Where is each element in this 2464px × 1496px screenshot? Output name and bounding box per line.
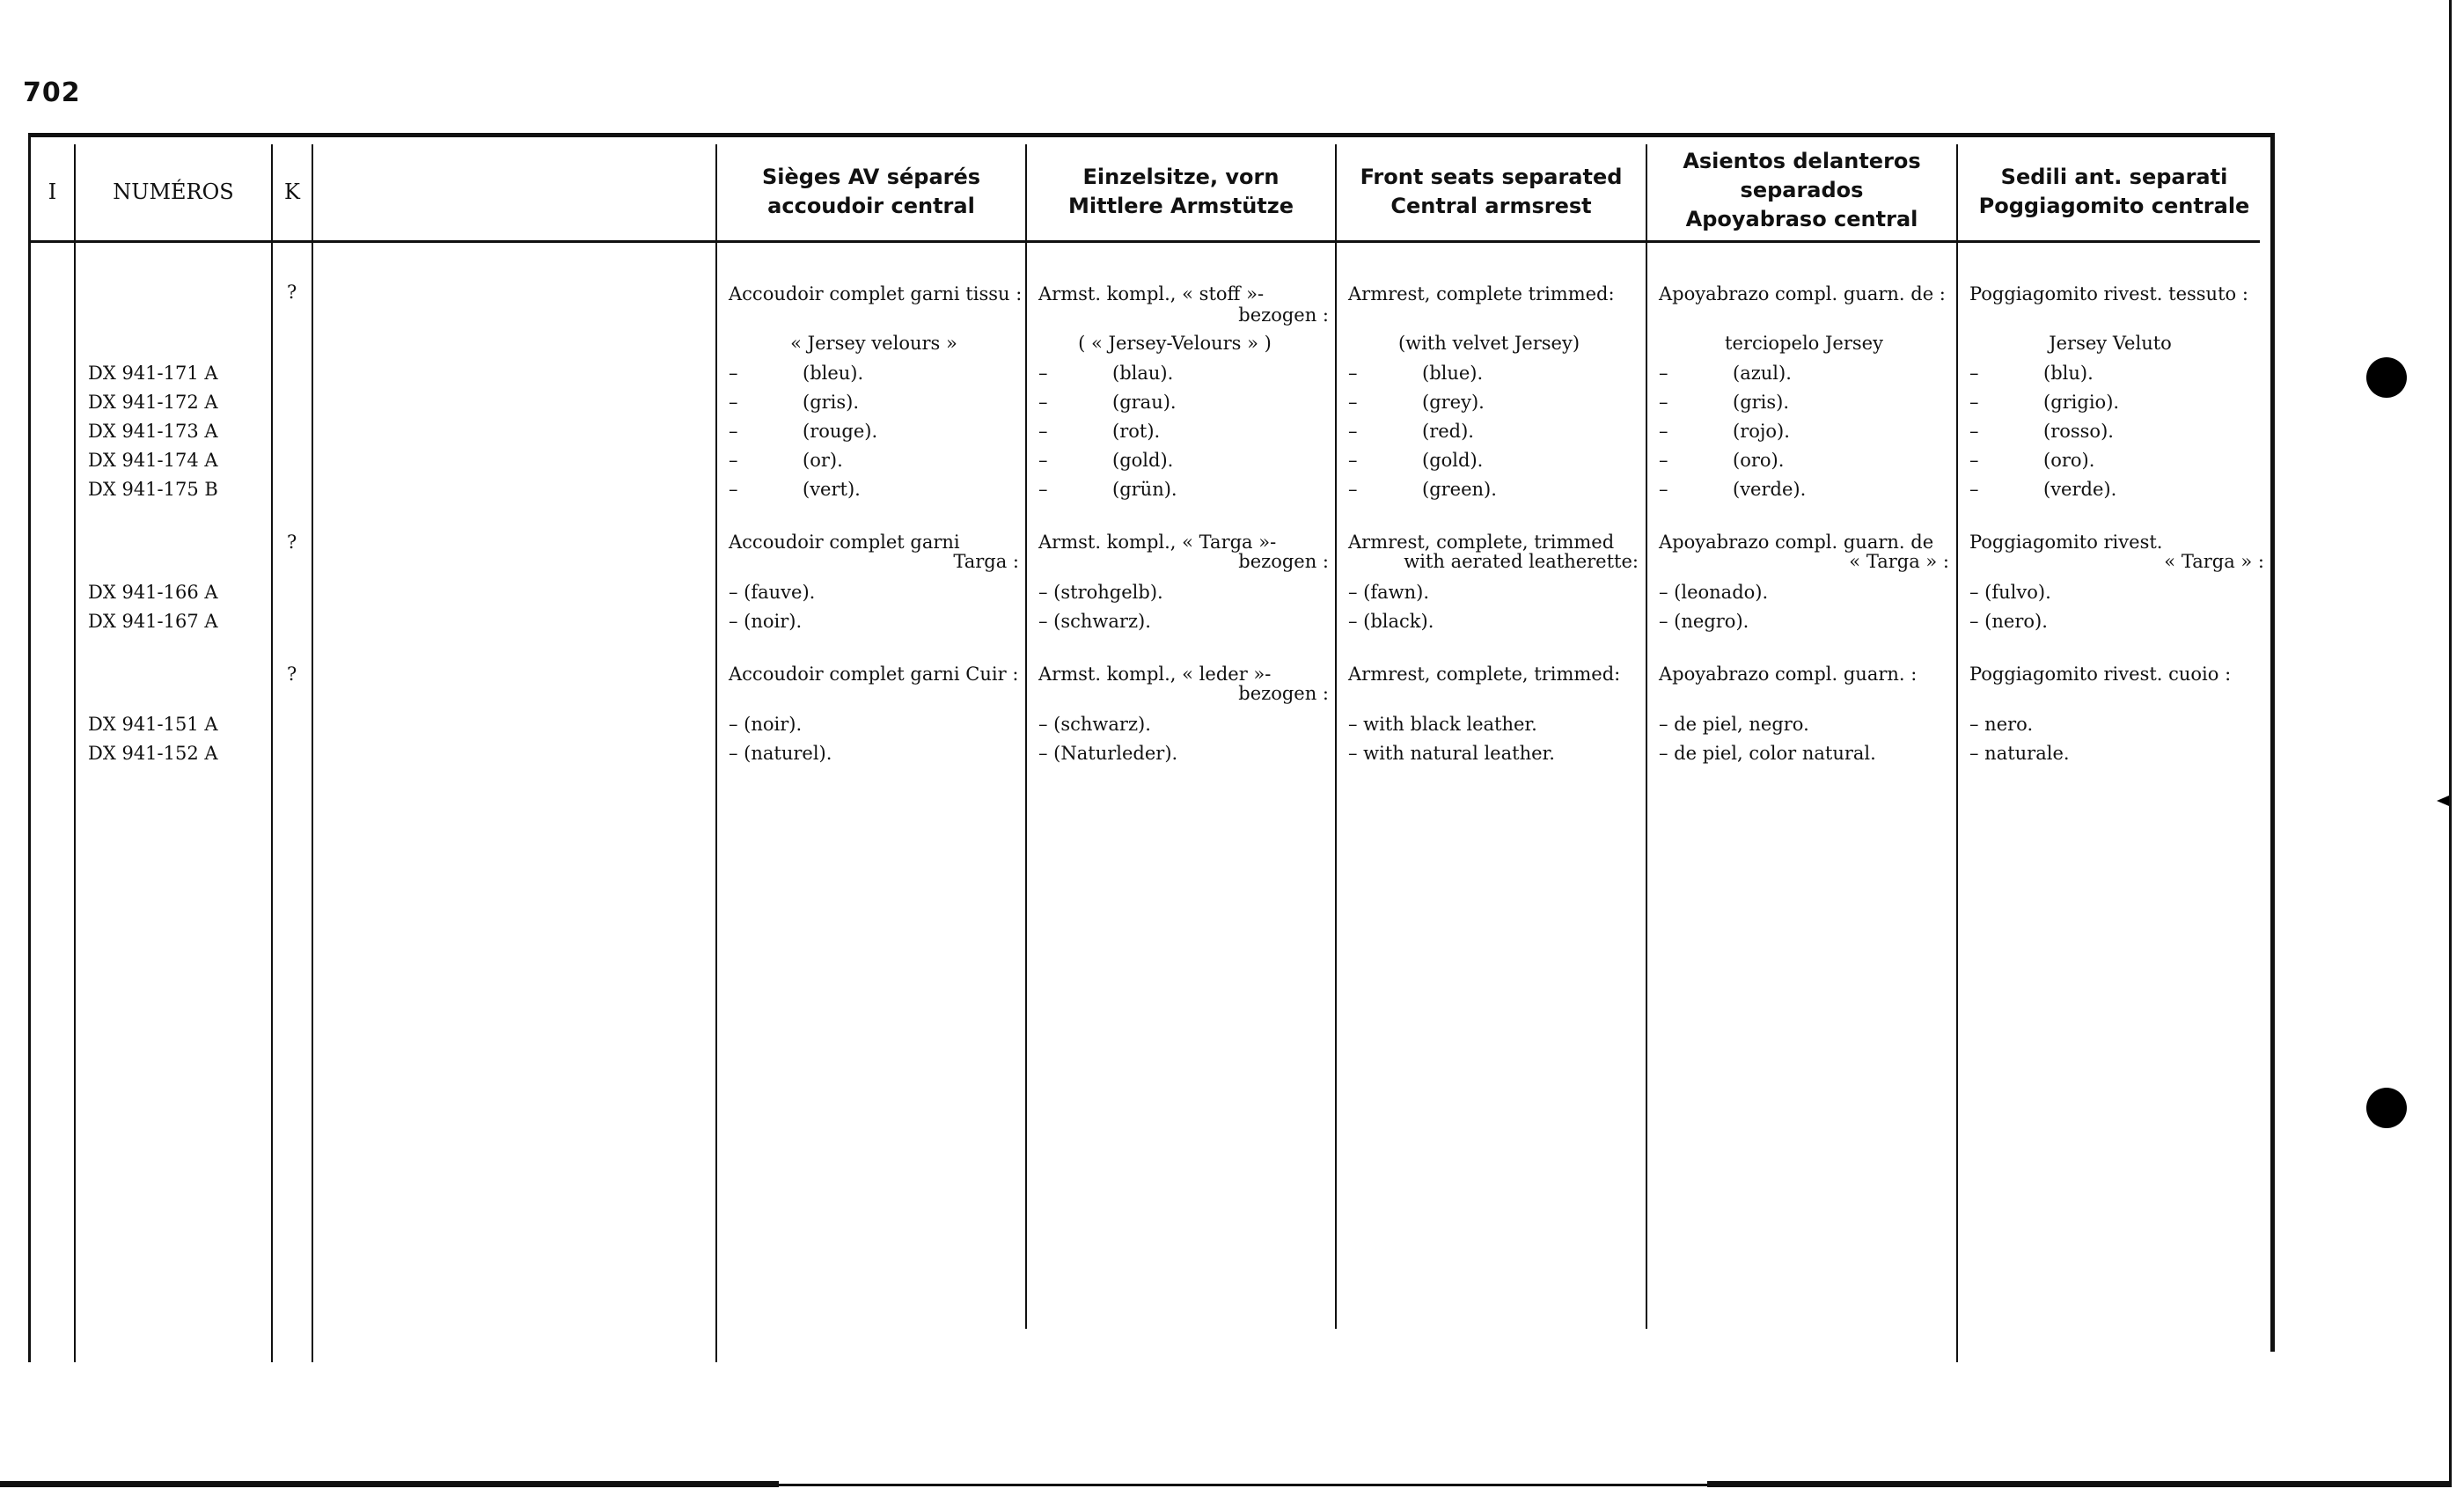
fabric-dash: – — [1348, 392, 1358, 413]
part-number: DX 941-172 A — [88, 392, 218, 413]
targa-title-cont: « Targa » : — [1849, 551, 1949, 572]
targa-item: – (nero). — [1969, 611, 2048, 632]
fabric-color: (grigio). — [2043, 392, 2120, 413]
fabric-dash: – — [1348, 421, 1358, 442]
fabric-color: (vert). — [803, 479, 861, 500]
fabric-subtitle: « Jersey velours » — [790, 333, 957, 354]
header-english — [1337, 145, 1646, 238]
fabric-subtitle: terciopelo Jersey — [1725, 333, 1883, 354]
leather-item: – (noir). — [729, 714, 803, 735]
targa-title: Accoudoir complet garni — [729, 532, 960, 553]
fabric-color: (blau). — [1112, 363, 1174, 384]
targa-title-cont: Targa : — [953, 551, 1019, 572]
fabric-color: (gris). — [803, 392, 860, 413]
col-divider-en-es — [1646, 144, 1647, 1329]
leather-item: – naturale. — [1969, 743, 2070, 764]
header-numeros-label: NUMÉROS — [113, 179, 234, 204]
fabric-dash: – — [1969, 479, 1979, 500]
k-mark: ? — [287, 664, 297, 685]
fabric-color: (rojo). — [1733, 421, 1790, 442]
header-i-label: I — [48, 179, 57, 204]
punch-hole-bottom — [2366, 1088, 2407, 1128]
header-italian-line1: Sedili ant. separati — [2000, 164, 2228, 189]
targa-title: Apoyabrazo compl. guarn. de — [1659, 532, 1934, 553]
targa-title-cont: « Targa » : — [2164, 551, 2264, 572]
header-italian — [1958, 145, 2270, 238]
col-divider-k-desc — [312, 144, 313, 1362]
col-divider-de-en — [1335, 144, 1337, 1329]
fabric-color: (green). — [1422, 479, 1497, 500]
header-english-line2: Central armsrest — [1390, 193, 1592, 218]
leather-title: Armrest, complete, trimmed: — [1348, 664, 1621, 685]
col-divider-i-numeros — [74, 144, 76, 1362]
fabric-color: (gold). — [1112, 450, 1174, 471]
fabric-color: (grün). — [1112, 479, 1177, 500]
fabric-dash: – — [729, 421, 738, 442]
fabric-dash: – — [1348, 450, 1358, 471]
leather-item: – (Naturleder). — [1038, 743, 1178, 764]
fabric-dash: – — [1038, 421, 1048, 442]
leather-title: Poggiagomito rivest. cuoio : — [1969, 664, 2232, 685]
fabric-title: Armrest, complete trimmed: — [1348, 283, 1615, 304]
fabric-dash: – — [1969, 421, 1979, 442]
targa-item: – (black). — [1348, 611, 1434, 632]
fabric-color: (gris). — [1733, 392, 1790, 413]
fabric-title-cont: bezogen : — [1238, 304, 1329, 326]
fabric-color: (grey). — [1422, 392, 1485, 413]
header-spanish-line2: separados — [1740, 177, 1864, 202]
fabric-dash: – — [729, 450, 738, 471]
fabric-color: (oro). — [1733, 450, 1785, 471]
targa-item: – (strohgelb). — [1038, 582, 1163, 603]
fabric-color: (rouge). — [803, 421, 878, 442]
part-number: DX 941-166 A — [88, 582, 218, 603]
fabric-color: (verde). — [2043, 479, 2117, 500]
fabric-dash: – — [729, 363, 738, 384]
fabric-dash: – — [1659, 363, 1668, 384]
part-number: DX 941-175 B — [88, 479, 218, 500]
header-german-line1: Einzelsitze, vorn — [1082, 164, 1280, 189]
part-number: DX 941-167 A — [88, 611, 218, 632]
fabric-color: (blu). — [2043, 363, 2094, 384]
header-french-line2: accoudoir central — [767, 193, 975, 218]
leather-item: – with black leather. — [1348, 714, 1537, 735]
leather-item: – de piel, negro. — [1659, 714, 1809, 735]
leather-title: Accoudoir complet garni Cuir : — [729, 664, 1019, 685]
header-french-line1: Sièges AV séparés — [761, 164, 981, 189]
header-spanish-line1: Asientos delanteros — [1683, 148, 1921, 173]
col-divider-es-it — [1956, 144, 1958, 1362]
fabric-dash: – — [1038, 479, 1048, 500]
part-number: DX 941-152 A — [88, 743, 218, 764]
part-number: DX 941-173 A — [88, 421, 218, 442]
fabric-dash: – — [1969, 392, 1979, 413]
leather-item: – (schwarz). — [1038, 714, 1151, 735]
header-italian-line2: Poggiagomito centrale — [1978, 193, 2250, 218]
targa-item: – (negro). — [1659, 611, 1749, 632]
fabric-subtitle: Jersey Veluto — [2049, 333, 2172, 354]
leather-title-cont: bezogen : — [1238, 683, 1329, 704]
fabric-dash: – — [729, 392, 738, 413]
fabric-color: (grau). — [1112, 392, 1177, 413]
fabric-color: (verde). — [1733, 479, 1807, 500]
fabric-title: Accoudoir complet garni tissu : — [729, 283, 1023, 304]
targa-title-cont: bezogen : — [1238, 551, 1329, 572]
table-right-border — [2270, 133, 2275, 1352]
fabric-title: Armst. kompl., « stoff »- — [1038, 283, 1265, 304]
targa-item: – (leonado). — [1659, 582, 1769, 603]
fabric-dash: – — [1659, 479, 1668, 500]
table-top-border — [28, 133, 2274, 137]
fabric-dash: – — [1038, 363, 1048, 384]
page-number: 702 — [23, 77, 81, 108]
leather-title: Armst. kompl., « leder »- — [1038, 664, 1272, 685]
fabric-dash: – — [1348, 363, 1358, 384]
leather-item: – nero. — [1969, 714, 2034, 735]
fabric-color: (or). — [803, 450, 843, 471]
col-divider-fr-de — [1025, 144, 1027, 1329]
col-divider-numeros-k — [271, 144, 273, 1362]
fabric-dash: – — [1659, 421, 1668, 442]
leather-title: Apoyabrazo compl. guarn. : — [1659, 664, 1918, 685]
header-english-line1: Front seats separated — [1360, 164, 1623, 189]
header-spanish — [1647, 141, 1956, 239]
fabric-color: (bleu). — [803, 363, 864, 384]
page-bottom-rule-mid — [779, 1484, 1707, 1486]
targa-item: – (fulvo). — [1969, 582, 2051, 603]
targa-title: Poggiagomito rivest. — [1969, 532, 2163, 553]
fabric-dash: – — [1969, 450, 1979, 471]
fabric-dash: – — [1038, 392, 1048, 413]
part-number: DX 941-151 A — [88, 714, 218, 735]
col-divider-left-border — [28, 133, 31, 1362]
header-german — [1027, 145, 1335, 238]
header-k-label: K — [284, 179, 300, 204]
margin-arrow-icon — [2437, 796, 2449, 806]
fabric-color: (oro). — [2043, 450, 2095, 471]
page-bottom-rule-left — [0, 1481, 779, 1487]
header-numeros — [76, 145, 271, 238]
fabric-dash: – — [1659, 392, 1668, 413]
targa-item: – (fawn). — [1348, 582, 1430, 603]
fabric-color: (rosso). — [2043, 421, 2114, 442]
fabric-subtitle: ( « Jersey-Velours » ) — [1078, 333, 1272, 354]
fabric-subtitle: (with velvet Jersey) — [1397, 333, 1580, 354]
k-mark: ? — [287, 532, 297, 553]
targa-title: Armst. kompl., « Targa »- — [1038, 532, 1277, 553]
punch-hole-top — [2366, 357, 2407, 398]
fabric-dash: – — [729, 479, 738, 500]
targa-title-cont: with aerated leatherette: — [1404, 551, 1639, 572]
header-bottom-rule — [28, 240, 2260, 243]
fabric-dash: – — [1348, 479, 1358, 500]
col-divider-desc-fr — [715, 144, 717, 1362]
targa-item: – (fauve). — [729, 582, 816, 603]
header-k — [273, 145, 312, 238]
targa-title: Armrest, complete, trimmed — [1348, 532, 1615, 553]
targa-item: – (noir). — [729, 611, 803, 632]
part-number: DX 941-171 A — [88, 363, 218, 384]
page-bottom-rule-right — [1707, 1481, 2451, 1487]
fabric-color: (azul). — [1733, 363, 1792, 384]
fabric-color: (gold). — [1422, 450, 1484, 471]
fabric-dash: – — [1969, 363, 1979, 384]
fabric-title: Poggiagomito rivest. tessuto : — [1969, 283, 2248, 304]
header-i — [31, 145, 74, 238]
leather-item: – with natural leather. — [1348, 743, 1555, 764]
fabric-color: (red). — [1422, 421, 1474, 442]
leather-item: – (naturel). — [729, 743, 832, 764]
fabric-dash: – — [1659, 450, 1668, 471]
leather-item: – de piel, color natural. — [1659, 743, 1876, 764]
fabric-color: (blue). — [1422, 363, 1484, 384]
k-mark: ? — [287, 282, 297, 303]
fabric-color: (rot). — [1112, 421, 1161, 442]
header-french — [717, 145, 1025, 238]
targa-item: – (schwarz). — [1038, 611, 1151, 632]
header-german-line2: Mittlere Armstütze — [1067, 193, 1294, 218]
part-number: DX 941-174 A — [88, 450, 218, 471]
page-right-edge — [2449, 0, 2452, 1487]
fabric-dash: – — [1038, 450, 1048, 471]
fabric-title: Apoyabrazo compl. guarn. de : — [1659, 283, 1946, 304]
header-spanish-line3: Apoyabraso central — [1685, 206, 1918, 231]
